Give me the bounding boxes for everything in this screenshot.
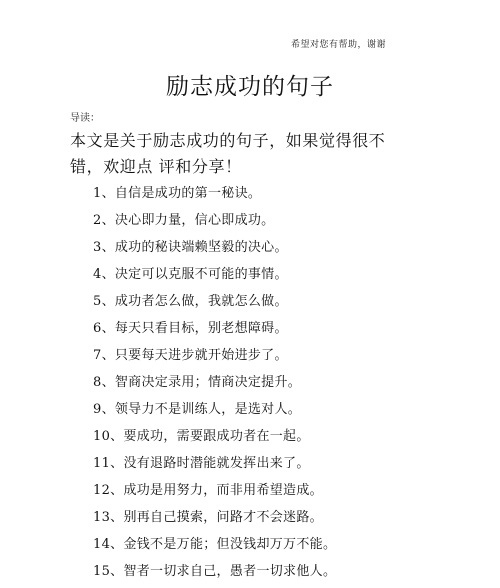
list-item: 9、领导力不是训练人，是选对人。: [93, 402, 302, 417]
list-item: 10、要成功，需要跟成功者在一起。: [93, 429, 310, 444]
list-item: 7、只要每天进步就开始进步了。: [93, 348, 288, 363]
list-item: 14、金钱不是万能；但没钱却万万不能。: [93, 537, 337, 552]
page-title: 励志成功的句子: [166, 74, 334, 100]
list-item: 2、决心即力量，信心即成功。: [93, 213, 275, 228]
list-item: 8、智商决定录用；情商决定提升。: [93, 375, 302, 390]
list-item: 13、别再自己摸索，问路才不会迷路。: [93, 510, 323, 525]
list-item: 6、每天只看目标，别老想障碍。: [93, 321, 288, 336]
intro-label: 导读：: [70, 113, 100, 124]
header-note: 希望对您有帮助，谢谢: [291, 40, 387, 50]
list-item: 3、成功的秘诀端赖坚毅的决心。: [93, 240, 288, 255]
quote-list: [93, 183, 336, 588]
list-item: 4、决定可以克服不可能的事情。: [93, 267, 288, 282]
list-item: 15、智者一切求自己，愚者一切求他人。: [93, 564, 337, 579]
list-item: 1、自信是成功的第一秘诀。: [93, 186, 262, 201]
list-item: 5、成功者怎么做，我就怎么做。: [93, 294, 288, 309]
list-item: 11、没有退路时潜能就发挥出来了。: [93, 456, 310, 471]
intro-text: 本文是关于励志成功的句子，如果觉得很不错，欢迎点 评和分享！: [70, 131, 386, 176]
list-item: 12、成功是用努力，而非用希望造成。: [93, 483, 323, 498]
